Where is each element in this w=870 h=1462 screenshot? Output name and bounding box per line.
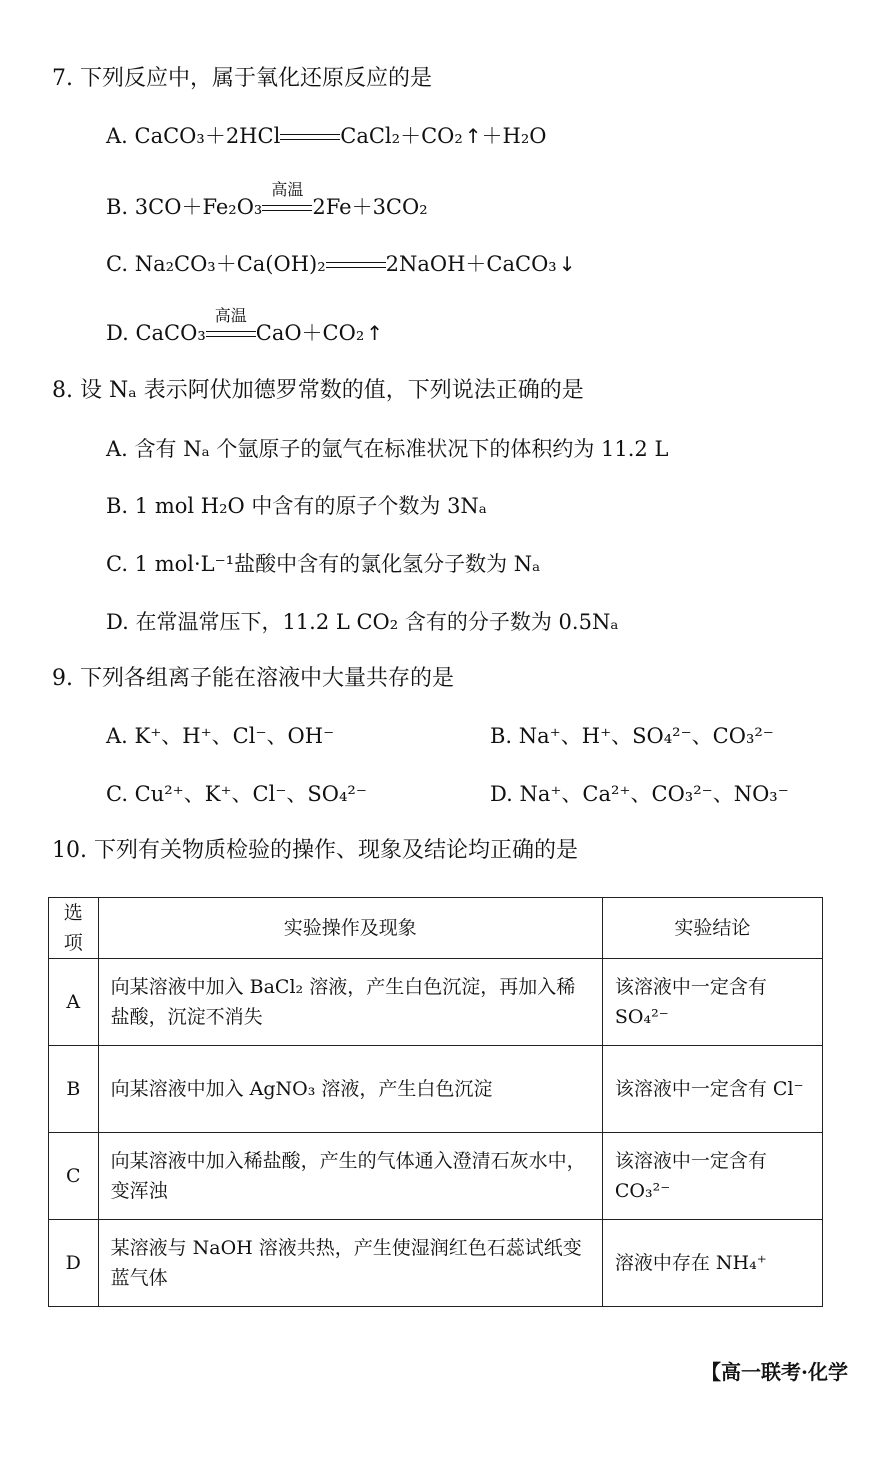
row-conclusion: 溶液中存在 NH₄⁺ [602,1220,822,1307]
table-row [49,1046,823,1133]
row-option: C [49,1133,99,1220]
q9-option-d: D. Na⁺、Ca²⁺、CO₃²⁻、NO₃⁻ [490,782,789,806]
table-row [49,959,823,1046]
q7-b-lhs: 3CO＋Fe₂O₃ [134,195,263,219]
q8-stem: 8. 设 Nₐ 表示阿伏加德罗常数的值，下列说法正确的是 [52,378,584,403]
equals-sign-with-condition [206,305,256,342]
q7-a-rhs: CaCl₂＋CO₂ [340,124,463,148]
row-option: B [49,1046,99,1133]
row-operation: 向某溶液中加入 BaCl₂ 溶液，产生白色沉淀，再加入稀盐酸，沉淀不消失 [98,959,602,1046]
row-operation: 向某溶液中加入 AgNO₃ 溶液，产生白色沉淀 [98,1046,602,1133]
footer-label: 【高一联考·化学 [701,1360,848,1384]
row-operation: 某溶液与 NaOH 溶液共热，产生使湿润红色石蕊试纸变蓝气体 [98,1220,602,1307]
q7-option-c [106,249,575,279]
q7-a-tail: ＋H₂O [481,124,547,148]
row-option: A [49,959,99,1046]
q7-option-d [106,305,384,348]
q7-c-lhs: Na₂CO₃＋Ca(OH)₂ [134,252,326,276]
q10-stem: 10. 下列有关物质检验的操作、现象及结论均正确的是 [52,838,578,863]
equals-sign [280,131,340,145]
q9-option-b: B. Na⁺、H⁺、SO₄²⁻、CO₃²⁻ [490,724,774,748]
equals-sign [326,259,386,273]
q7-c-rhs: 2NaOH＋CaCO₃ [385,252,557,276]
q7-d-lhs: CaCO₃ [135,321,206,345]
table-header-row [49,898,823,959]
reaction-condition: 高温 [271,179,304,199]
q9-option-c: C. Cu²⁺、K⁺、Cl⁻、SO₄²⁻ [106,782,367,806]
row-conclusion: 该溶液中一定含有 Cl⁻ [602,1046,822,1133]
reaction-condition: 高温 [214,305,247,325]
row-conclusion: 该溶液中一定含有 CO₃²⁻ [602,1133,822,1220]
row-option: D [49,1220,99,1307]
table-row [49,1133,823,1220]
q7-b-label: B. [106,195,129,219]
precipitate-arrow-down-icon: ↓ [558,252,576,276]
q8-option-c: C. 1 mol·L⁻¹盐酸中含有的氯化氢分子数为 Nₐ [106,552,541,576]
q9-option-a: A. K⁺、H⁺、Cl⁻、OH⁻ [106,724,335,748]
q7-option-b [106,179,428,222]
q7-a-label: A. [106,124,128,148]
q7-b-rhs: 2Fe＋3CO₂ [312,195,428,219]
q7-c-label: C. [106,252,128,276]
q9-stem: 9. 下列各组离子能在溶液中大量共存的是 [52,666,454,691]
q7-d-label: D. [106,321,129,345]
header-option: 选项 [49,898,99,959]
equals-sign-with-condition [262,179,312,216]
q8-option-d: D. 在常温常压下，11.2 L CO₂ 含有的分子数为 0.5Nₐ [106,610,619,634]
gas-arrow-up-icon: ↑ [366,321,384,345]
q7-stem: 7. 下列反应中，属于氧化还原反应的是 [52,66,432,91]
row-operation: 向某溶液中加入稀盐酸，产生的气体通入澄清石灰水中，变浑浊 [98,1133,602,1220]
header-conclusion: 实验结论 [602,898,822,959]
experiment-table [48,897,823,1307]
q8-option-a: A. 含有 Nₐ 个氩原子的氩气在标准状况下的体积约为 11.2 L [106,437,669,461]
q7-option-a [106,121,547,151]
gas-arrow-up-icon: ↑ [464,124,482,148]
row-conclusion: 该溶液中一定含有 SO₄²⁻ [602,959,822,1046]
table-row [49,1220,823,1307]
q7-a-lhs: CaCO₃＋2HCl [134,124,281,148]
q8-option-b: B. 1 mol H₂O 中含有的原子个数为 3Nₐ [106,494,487,518]
header-operation: 实验操作及现象 [98,898,602,959]
q7-d-rhs: CaO＋CO₂ [255,321,365,345]
